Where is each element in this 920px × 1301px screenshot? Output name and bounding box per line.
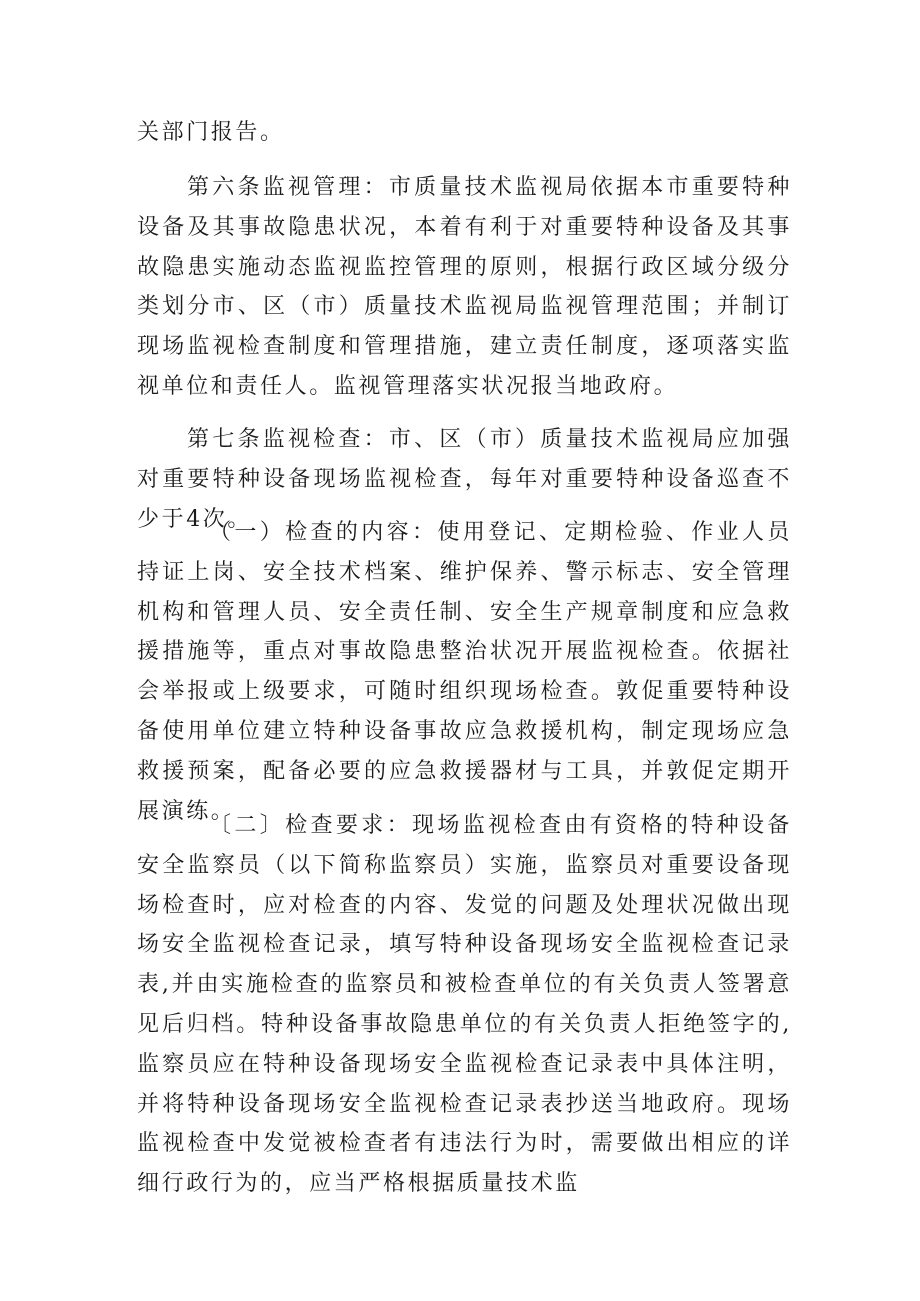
paragraph-article-6: 第六条监视管理：市质量技术监视局依据本市重要特种设备及其事故隐患状况，本着有利于对重要特种设备及其事故隐患实施动态监视监控管理的原则，根据行政区域分级分类划分市、区（市）质量技术监视局监视管理范围；并制订现场监视检查制度和管理措施，建立责任制度，逐项落实监视单位和责任人。监视管理落实状况报当地政府。 bbox=[137, 175, 792, 399]
paragraph-item-1: （一）检查的内容：使用登记、定期检验、作业人员持证上岗、安全技术档案、维护保养、警示标志、安全管理机构和管理人员、安全责任制、安全生产规章制度和应急救援措施等，重点对事故隐患整治状况开展监视检查。依据社会举报或上级要求，可随时组织现场检查。敦促重要特种设备使用单位建立特种设备事故应急救援机构，制定现场应急救援预案，配备必要的应急救援器材与工具，并敦促定期开展演练。 bbox=[137, 520, 792, 824]
paragraph-item-2: 〔二〕检查要求：现场监视检查由有资格的特种设备安全监察员（以下简称监察员）实施，监察员对重要设备现场检查时，应对检查的内容、发觉的问题及处理状况做出现场安全监视检查记录，填写特种设备现场安全监视检查记录表,并由实施检查的监察员和被检查单位的有关负责人签署意见后归档。特种设备事故隐患单位的有关负责人拒绝签字的,监察员应在特种设备现场安全监视检查记录表中具体注明，并将特种设备现场安全监视检查记录表抄送当地政府。现场监视检查中发觉被检查者有违法行为时，需要做出相应的详细行政行为的，应当严格根据质量技术监 bbox=[137, 813, 792, 1197]
paragraph-article-7: 第七条监视检查：市、区（市）质量技术监视局应加强对重要特种设备现场监视检查，每年对重要特种设备巡查不少于4次。 bbox=[137, 427, 792, 532]
paragraph-continuation: 关部门报告。 bbox=[137, 120, 285, 145]
